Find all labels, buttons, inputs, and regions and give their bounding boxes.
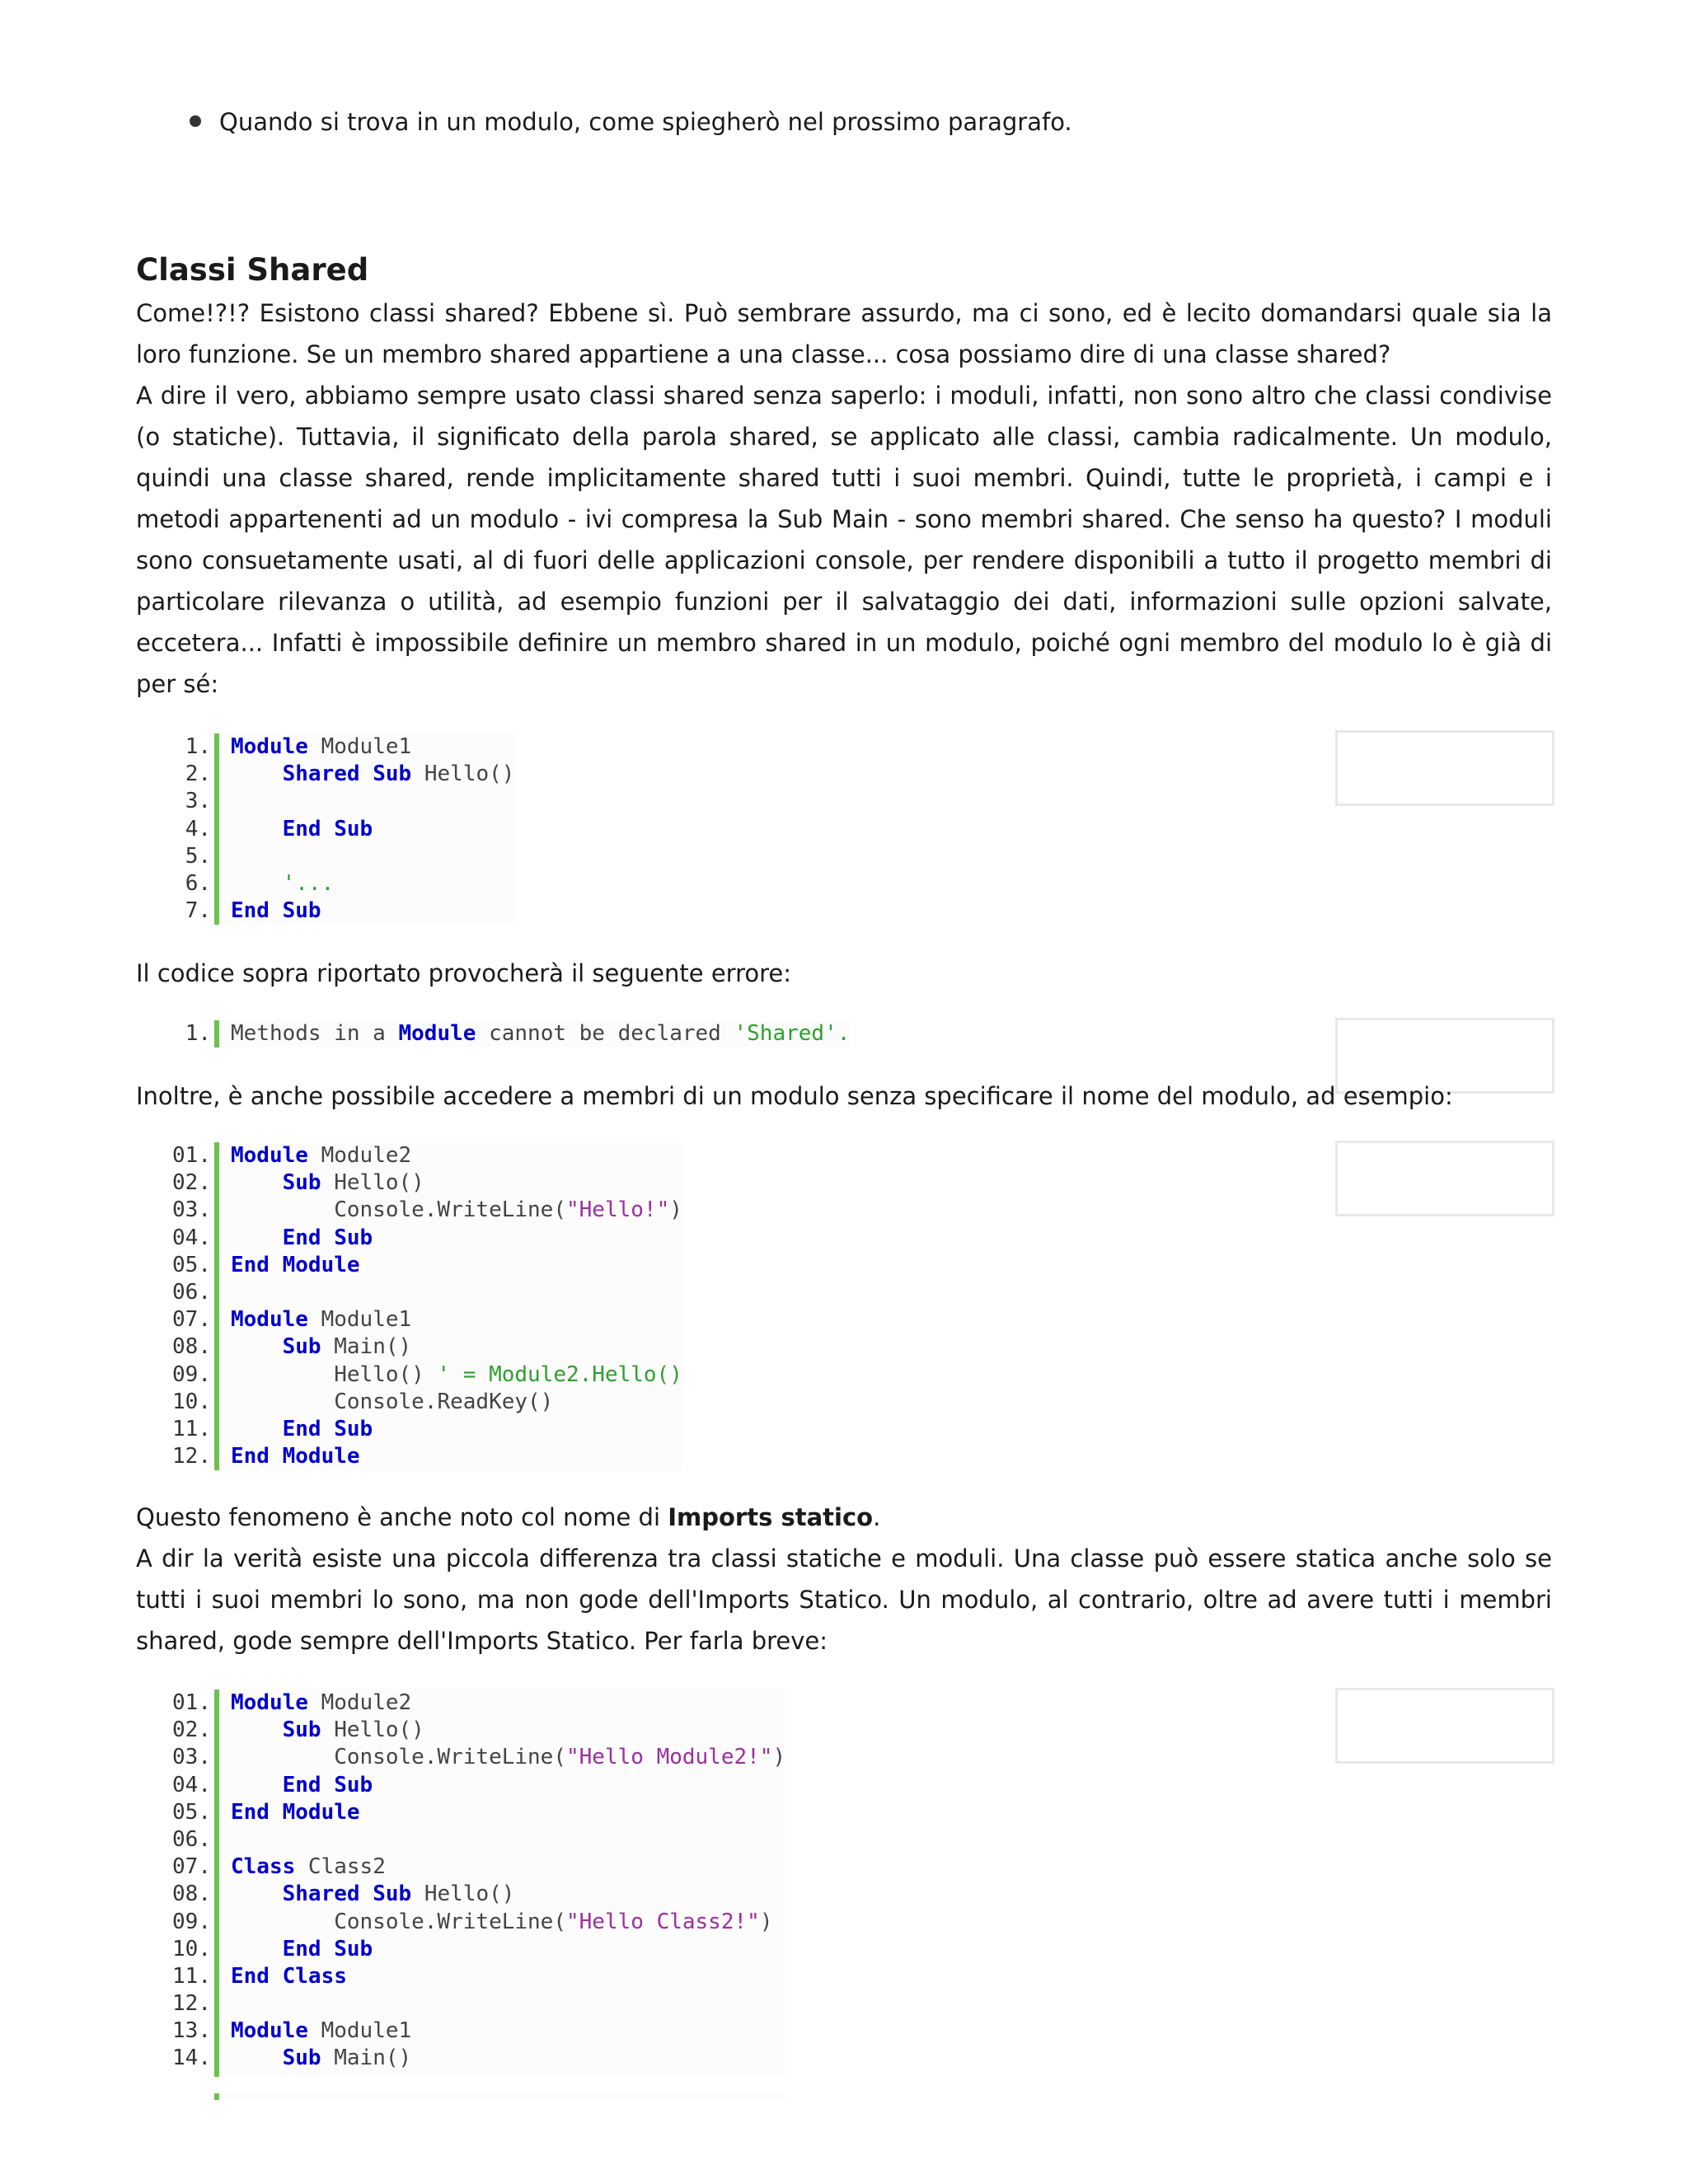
- code-keyword: End Sub: [282, 1416, 373, 1441]
- line-number: 08.: [172, 1882, 211, 1907]
- code-gutter-bar: [214, 1197, 219, 1224]
- code-text: [231, 1690, 411, 1717]
- code-token: Console.ReadKey(): [231, 1389, 554, 1414]
- code-gutter-bar: [214, 1936, 219, 1963]
- line-number: 4.: [185, 816, 211, 841]
- code-line: [165, 1799, 785, 1826]
- line-number: 09.: [172, 1909, 211, 1934]
- code-token: Hello(): [321, 1170, 424, 1196]
- code-line: [165, 1990, 785, 2018]
- code-gutter-bar: [214, 1361, 219, 1389]
- code-token: Hello(): [411, 1882, 515, 1907]
- line-number: 08.: [172, 1334, 211, 1360]
- code-text: [231, 816, 373, 843]
- line-number: 11.: [172, 1416, 211, 1441]
- code-text: [231, 1389, 553, 1416]
- code-toolbar-1[interactable]: [1335, 730, 1554, 806]
- code-line: [165, 1909, 785, 1936]
- line-number: 2.: [185, 762, 211, 787]
- code-text: [231, 898, 321, 925]
- code-line: [165, 1416, 682, 1443]
- code-keyword: Sub: [282, 1718, 321, 1743]
- line-number: 01.: [172, 1690, 211, 1715]
- line-number: 10.: [172, 1389, 211, 1414]
- line-number: 13.: [172, 2018, 211, 2044]
- code-text: [231, 870, 334, 898]
- line-number: 12.: [172, 1991, 211, 2017]
- code-gutter-bar: [214, 1252, 219, 1279]
- line-number: 04.: [172, 1225, 211, 1250]
- code-token: Module2: [307, 1690, 412, 1715]
- code-token: [231, 1937, 283, 1961]
- imports-statico-term: Imports statico: [668, 1503, 874, 1531]
- code-token: [231, 1882, 283, 1906]
- code-gutter-bar: [214, 1772, 219, 1799]
- code-keyword: Module: [231, 1143, 308, 1168]
- paragraph-access: [136, 1076, 1552, 1117]
- code-gutter-bar: [214, 1306, 219, 1333]
- code-keyword: End Sub: [282, 816, 373, 841]
- code-keyword: End Module: [231, 1444, 360, 1469]
- code-toolbar-3[interactable]: [1335, 1141, 1554, 1216]
- code-text: [231, 1936, 373, 1963]
- code-comment: '...: [282, 870, 335, 896]
- code-gutter-bar: [214, 1909, 219, 1936]
- code-token: [231, 1773, 283, 1797]
- code-token: Module1: [307, 1307, 412, 1333]
- code-line: [165, 1772, 785, 1799]
- code-gutter-bar: [214, 1990, 219, 2018]
- code-line: [165, 1225, 682, 1252]
- code-keyword: Module: [231, 2018, 308, 2044]
- code-gutter-bar: [214, 1443, 219, 1470]
- code-text: [231, 1225, 373, 1252]
- code-line: [165, 1854, 785, 1881]
- code-keyword: Module: [398, 1021, 476, 1046]
- line-number: 05.: [172, 1799, 211, 1825]
- code-token: Class2: [295, 1854, 386, 1880]
- paragraph-intro: Come!?!? Esistono classi shared? Ebbene sì. Può sembrare assurdo, ma ci sono, ed è lecito domandarsi quale sia la loro funzione. Se un membro shared appartiene a una classe... cosa possiamo dire di una classe shared?: [136, 299, 1552, 368]
- code-string: "Hello!": [566, 1197, 670, 1223]
- code-text: [231, 1909, 772, 1936]
- code-gutter-bar: [214, 1963, 219, 1990]
- code-gutter-bar: [214, 1690, 219, 1717]
- paragraph-error: Il codice sopra riportato provocherà il seguente errore:: [136, 959, 792, 987]
- page-cut-mask: [165, 2077, 1566, 2093]
- bullet-dot: [190, 115, 201, 127]
- code-line: [165, 1361, 682, 1389]
- code-block-1: [165, 733, 514, 925]
- line-number: 03.: [172, 1197, 211, 1223]
- code-line: [165, 1169, 682, 1197]
- code-gutter-bar: [214, 1225, 219, 1252]
- code-string: "Hello Module2!": [566, 1745, 773, 1770]
- code-line: [165, 843, 514, 870]
- section-heading: Classi Shared: [136, 252, 369, 288]
- code-gutter-bar: [214, 843, 219, 870]
- code-line: [165, 1826, 785, 1854]
- code-token: Methods in a: [231, 1021, 399, 1046]
- line-number: 03.: [172, 1745, 211, 1770]
- code-comment: 'Shared'.: [734, 1021, 851, 1046]
- code-text: [231, 1416, 373, 1443]
- code-text: [231, 1361, 682, 1389]
- code-line: [165, 1252, 682, 1279]
- code-gutter-bar: [214, 1279, 219, 1306]
- code-line: [165, 2018, 785, 2045]
- code-token: [231, 871, 283, 896]
- code-gutter-bar: [214, 788, 219, 815]
- code-block-4: [165, 1690, 785, 2100]
- code-token: Hello(): [321, 1718, 424, 1743]
- code-line: [165, 1744, 785, 1771]
- code-text: [231, 1020, 850, 1047]
- code-keyword: End Module: [231, 1799, 360, 1825]
- paragraph-imports-text: Questo fenomeno è anche noto col nome di: [136, 1503, 668, 1531]
- code-line: [165, 870, 514, 898]
- code-line: [165, 1717, 785, 1744]
- code-keyword: Sub: [282, 1170, 321, 1196]
- code-gutter-bar: [214, 761, 219, 788]
- paragraph-imports-end: .: [873, 1503, 881, 1531]
- code-text: [231, 1772, 373, 1799]
- code-keyword: Module: [231, 1690, 308, 1715]
- line-number: 05.: [172, 1252, 211, 1277]
- code-gutter-bar: [214, 2018, 219, 2045]
- line-number: 06.: [172, 1826, 211, 1852]
- paragraph-imports: [136, 1497, 1552, 1538]
- code-line: [165, 1279, 682, 1306]
- code-keyword: End Class: [231, 1963, 347, 1989]
- code-keyword: Class: [231, 1854, 296, 1880]
- code-token: Console.WriteLine(: [231, 1745, 566, 1770]
- list-item: [188, 102, 1072, 142]
- code-keyword: Shared Sub: [282, 1882, 412, 1907]
- line-number: 06.: [172, 1279, 211, 1305]
- code-token: ): [772, 1745, 786, 1770]
- code-text: [231, 1717, 424, 1744]
- code-text: [231, 2045, 411, 2072]
- line-number: 12.: [172, 1444, 211, 1469]
- code-keyword: Sub: [282, 1334, 321, 1360]
- line-number: 10.: [172, 1936, 211, 1961]
- code-token: ): [669, 1197, 682, 1223]
- code-text: [231, 1252, 360, 1279]
- line-number: 11.: [172, 1963, 211, 1989]
- code-text: [231, 1169, 424, 1197]
- code-token: [231, 1718, 283, 1742]
- code-line: [165, 1306, 682, 1333]
- code-text: [231, 1881, 514, 1908]
- code-line: [165, 2045, 785, 2072]
- code-token: ): [759, 1909, 773, 1934]
- code-token: Module1: [307, 2018, 412, 2044]
- code-keyword: End Sub: [282, 1772, 373, 1797]
- code-block-3: [165, 1142, 682, 1470]
- code-gutter-bar: [214, 1169, 219, 1197]
- code-gutter-bar: [214, 1717, 219, 1744]
- code-text: [231, 1963, 347, 1990]
- code-gutter-bar: [214, 1744, 219, 1771]
- code-gutter-bar: [214, 1142, 219, 1169]
- code-gutter-bar: [214, 1799, 219, 1826]
- code-gutter-bar: [214, 870, 219, 898]
- code-text: [231, 1443, 360, 1470]
- code-token: cannot be declared: [476, 1021, 734, 1046]
- code-keyword: End Module: [231, 1252, 360, 1277]
- paragraph-access-text: Inoltre, è anche possibile accedere a membri di un modulo senza specificare il nome del modulo, ad esempio:: [136, 1082, 1453, 1110]
- code-line: [165, 1881, 785, 1908]
- line-number: 3.: [185, 789, 211, 814]
- code-token: Hello(): [411, 762, 515, 787]
- code-line: [165, 1936, 785, 1963]
- code-keyword: Module: [231, 1307, 308, 1333]
- line-number: 02.: [172, 1718, 211, 1743]
- code-comment: ' = Module2.Hello(): [437, 1361, 682, 1387]
- code-line: [165, 1690, 785, 1717]
- code-text: [231, 1197, 682, 1224]
- line-number: 07.: [172, 1307, 211, 1333]
- code-text: [231, 1306, 411, 1333]
- code-gutter-bar: [214, 1854, 219, 1881]
- paragraph-difference: A dir la verità esiste una piccola differenza tra classi statiche e moduli. Una classe può essere statica anche solo se tutti i suoi membri lo sono, ma non gode dell'Imports Statico. Un modulo, al contrario, oltre ad avere tutti i membri shared, gode sempre dell'Imports Statico. Per farla breve:: [136, 1544, 1552, 1655]
- code-token: Hello(): [231, 1361, 438, 1387]
- code-line: [165, 1142, 682, 1169]
- code-line: [165, 733, 514, 761]
- line-number: 01.: [172, 1143, 211, 1168]
- line-number: 7.: [185, 898, 211, 924]
- code-gutter-bar: [214, 1020, 219, 1047]
- code-token: [231, 1417, 283, 1441]
- code-line: [165, 1333, 682, 1361]
- code-line: [165, 898, 514, 925]
- code-token: [231, 762, 283, 786]
- code-text: [231, 1744, 785, 1771]
- code-gutter-bar: [214, 1416, 219, 1443]
- code-text: [231, 761, 514, 788]
- line-number: 1.: [185, 1021, 211, 1046]
- code-token: [231, 2046, 283, 2070]
- code-gutter-bar: [214, 816, 219, 843]
- line-number: 09.: [172, 1361, 211, 1387]
- code-gutter-bar: [214, 733, 219, 761]
- code-gutter-bar: [214, 1389, 219, 1416]
- list-item-text: Quando si trova in un modulo, come spiegherò nel prossimo paragrafo.: [219, 108, 1072, 136]
- code-block-2: [165, 1020, 850, 1047]
- code-keyword: Shared Sub: [282, 762, 412, 787]
- code-text: [231, 1333, 411, 1361]
- code-token: Module1: [307, 734, 412, 759]
- bullet-list: [188, 102, 1072, 142]
- code-gutter-bar: [214, 1826, 219, 1854]
- code-token: Console.WriteLine(: [231, 1197, 566, 1223]
- code-token: [231, 817, 283, 841]
- code-text: [231, 2018, 411, 2045]
- code-token: [231, 1170, 283, 1195]
- code-text: [231, 1799, 360, 1826]
- line-number: 07.: [172, 1854, 211, 1880]
- code-keyword: Module: [231, 734, 308, 759]
- code-line: [165, 1443, 682, 1470]
- code-line: [165, 1389, 682, 1416]
- code-keyword: Sub: [282, 2046, 321, 2071]
- code-gutter-bar: [214, 2045, 219, 2072]
- code-line: [165, 788, 514, 815]
- code-gutter-bar: [214, 898, 219, 925]
- line-number: 1.: [185, 734, 211, 759]
- code-token: Module2: [307, 1143, 412, 1168]
- code-toolbar-4[interactable]: [1335, 1688, 1554, 1764]
- code-line: [165, 761, 514, 788]
- code-token: Console.WriteLine(: [231, 1909, 566, 1934]
- line-number: 02.: [172, 1170, 211, 1196]
- code-line: [165, 1963, 785, 1990]
- code-text: [231, 1142, 411, 1169]
- line-number: 6.: [185, 870, 211, 896]
- line-number: 14.: [172, 2046, 211, 2071]
- paragraph-modules: A dire il vero, abbiamo sempre usato classi shared senza saperlo: i moduli, infatti, non sono altro che classi condivise (o statiche). Tuttavia, il significato della parola shared, se applicato alle classi, cambia radicalmente. Un modulo, quindi una classe shared, rende implicitamente shared tutti i suoi membri. Quindi, tutte le proprietà, i campi e i metodi appartenenti ad un modulo - ivi compresa la Sub Main - sono membri shared. Che senso ha questo? I moduli sono consuetamente usati, al di fuori delle applicazioni console, per rendere disponibili a tutto il progetto membri di particolare rilevanza o utilità, ad esempio funzioni per il salvataggio dei dati, informazioni sulle opzioni salvate, eccetera... Infatti è impossibile definire un membro shared in un modulo, poiché ogni membro del modulo lo è già di per sé:: [136, 382, 1552, 698]
- code-gutter-bar: [214, 1333, 219, 1361]
- code-token: Main(): [321, 1334, 412, 1360]
- code-line: [165, 1197, 682, 1224]
- code-token: Main(): [321, 2046, 412, 2071]
- code-keyword: End Sub: [231, 898, 321, 924]
- code-text: [231, 733, 411, 761]
- code-token: [231, 1226, 283, 1250]
- code-token: [231, 1334, 283, 1359]
- line-number: 04.: [172, 1772, 211, 1797]
- code-keyword: End Sub: [282, 1936, 373, 1961]
- code-gutter-bar: [214, 1881, 219, 1908]
- code-keyword: End Sub: [282, 1225, 373, 1250]
- line-number: 5.: [185, 843, 211, 869]
- code-text: [231, 1854, 386, 1881]
- code-line: [165, 1020, 850, 1047]
- code-line: [165, 816, 514, 843]
- code-string: "Hello Class2!": [566, 1909, 760, 1934]
